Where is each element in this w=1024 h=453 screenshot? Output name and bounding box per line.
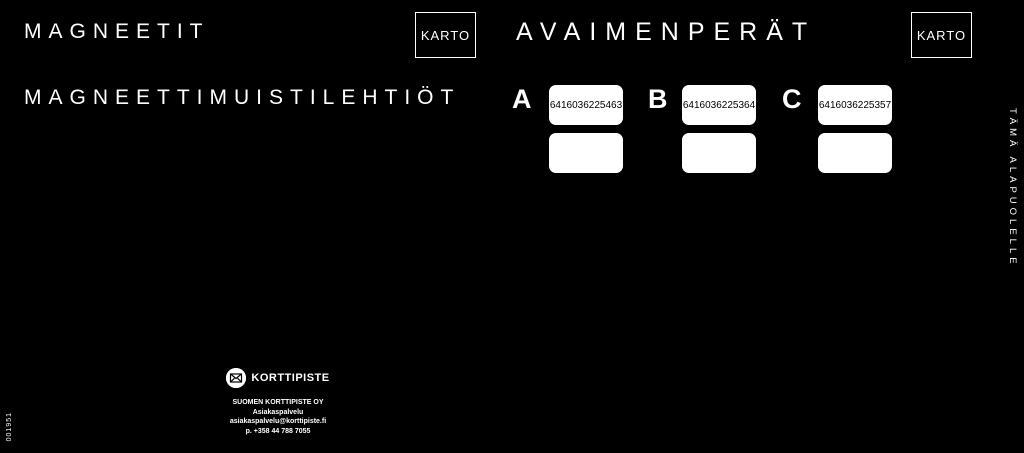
label-chip-b-top — [682, 85, 756, 125]
footer-department: Asiakaspalvelu — [252, 408, 304, 416]
vertical-reference-code: 001951 — [6, 411, 13, 441]
group-letter-a: A — [512, 84, 532, 114]
product-code-c-1: 6416036225357 — [818, 99, 892, 111]
footer-block — [178, 368, 378, 436]
footer-phone: p. +358 44 788 7055 — [245, 427, 311, 435]
karto-badge-left-label: KARTO — [420, 27, 471, 43]
label-chip-c-top — [818, 85, 892, 125]
product-code-a-1: 6416036225463 — [549, 99, 623, 111]
group-letter-c: C — [782, 84, 802, 114]
karto-badge-right — [911, 12, 972, 58]
label-chip-a-top — [549, 85, 623, 125]
heading-avaimenperat: AVAIMENPERÄT — [516, 18, 817, 46]
karto-badge-right-label: KARTO — [916, 27, 967, 43]
product-code-b-1: 6416036225364 — [682, 99, 756, 111]
brand-logo — [178, 368, 378, 388]
karto-badge-left — [415, 12, 476, 58]
group-letter-b: B — [648, 84, 668, 114]
vertical-instruction-text: TÄMÄ ALAPUOLELLE — [1007, 108, 1018, 268]
label-chip-c-bottom — [818, 133, 892, 173]
label-chip-b-bottom — [682, 133, 756, 173]
footer-company-name: SUOMEN KORTTIPISTE OY — [232, 399, 324, 406]
footer-email: asiakaspalvelu@korttipiste.fi — [229, 418, 327, 425]
heading-magneettimuistilehtiot: MAGNEETTIMUISTILEHTIÖT — [24, 86, 461, 109]
envelope-logo-icon — [226, 368, 246, 388]
brand-logo-text: KORTTIPISTE — [251, 372, 330, 384]
heading-magneetit: MAGNEETIT — [24, 20, 210, 43]
footer-contact-info — [178, 398, 378, 436]
label-chip-a-bottom — [549, 133, 623, 173]
